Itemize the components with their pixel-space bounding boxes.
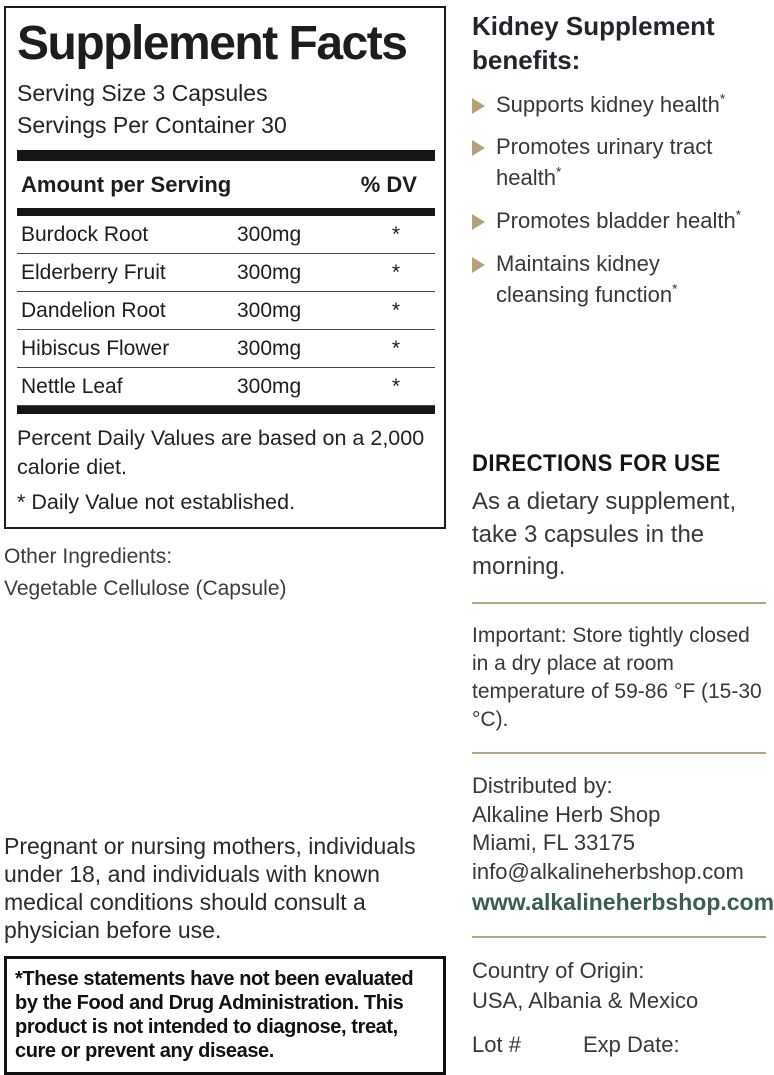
divider <box>472 936 766 938</box>
fda-disclaimer-line: cure or prevent any disease. <box>15 1040 274 1063</box>
ingredient-dv: * <box>391 299 401 323</box>
distributor-website: www.alkalineherbshop.com <box>472 889 774 916</box>
ingredient-name: Hibiscus Flower <box>21 337 170 361</box>
benefits-list <box>472 90 766 311</box>
asterisk-superscript: * <box>555 164 562 180</box>
serving-size: Serving Size 3 Capsules <box>17 80 268 106</box>
table-row <box>17 216 435 254</box>
ingredient-dv: * <box>391 375 401 399</box>
ingredient-name: Elderberry Fruit <box>21 261 166 285</box>
ingredient-amount: 300mg <box>237 375 302 399</box>
other-ingredients-label: Other Ingredients: <box>4 545 173 569</box>
serving-info <box>17 78 435 141</box>
ingredient-amount: 300mg <box>237 337 302 361</box>
ingredient-name: Nettle Leaf <box>21 375 123 399</box>
triangle-bullet-icon <box>472 98 485 114</box>
list-item <box>472 132 766 194</box>
facts-title: Supplement Facts <box>17 17 407 70</box>
amount-header: Amount per Serving <box>21 172 232 198</box>
lot-number-label: Lot # <box>472 1031 521 1057</box>
ingredient-amount: 300mg <box>237 261 302 285</box>
divider-bar <box>17 406 435 414</box>
table-row <box>17 254 435 292</box>
ingredient-name: Burdock Root <box>21 223 149 247</box>
ingredient-name: Dandelion Root <box>21 299 166 323</box>
storage-instructions: Important: Store tightly closed in a dry place at room temperature of 59-86 °F (15-30 °C). <box>472 623 762 731</box>
divider <box>472 752 766 754</box>
benefits-heading: Kidney Supplement benefits: <box>472 11 715 75</box>
asterisk-superscript: * <box>719 91 726 107</box>
other-ingredients <box>4 541 446 604</box>
triangle-bullet-icon <box>472 257 485 273</box>
origin-value: USA, Albania & Mexico <box>472 988 699 1013</box>
list-item <box>472 249 766 311</box>
distributor-label: Distributed by: <box>472 773 613 799</box>
benefit-text: Promotes bladder health* <box>496 207 742 233</box>
distributor-email: info@alkalineherbshop.com <box>472 858 744 884</box>
directions-body: As a dietary supplement, take 3 capsules in the morning. <box>472 488 737 581</box>
facts-table-header <box>17 161 435 208</box>
ingredient-amount: 300mg <box>237 223 302 247</box>
fda-disclaimer-line: by the Food and Drug Administration. This <box>15 992 404 1015</box>
fda-disclaimer-line: product is not intended to diagnose, treat, <box>15 1016 398 1039</box>
table-row <box>17 330 435 368</box>
ingredient-dv: * <box>391 337 401 361</box>
benefit-text: Supports kidney health* <box>496 91 726 117</box>
asterisk-superscript: * <box>672 281 678 297</box>
right-column <box>472 10 774 1058</box>
fda-disclaimer-box <box>4 956 446 1075</box>
left-column <box>4 6 446 1075</box>
origin-label: Country of Origin: <box>472 958 645 984</box>
supplement-facts-panel <box>4 6 446 529</box>
dv-not-established-footnote: * Daily Value not established. <box>17 490 296 515</box>
ingredient-amount: 300mg <box>237 299 302 323</box>
daily-value-footnote: Percent Daily Values are based on a 2,000 calorie diet. <box>17 426 425 479</box>
asterisk-superscript: * <box>735 207 742 223</box>
divider <box>472 602 766 604</box>
table-row <box>17 368 435 406</box>
fda-disclaimer-line: *These statements have not been evaluated <box>15 968 414 991</box>
distributor-block <box>472 772 774 918</box>
distributor-name: Alkaline Herb Shop <box>472 801 661 827</box>
benefit-text: Maintains kidney cleansing function* <box>496 250 678 307</box>
ingredient-dv: * <box>391 261 401 285</box>
lot-exp-row <box>472 1032 766 1058</box>
triangle-bullet-icon <box>472 140 485 156</box>
dv-header: % DV <box>360 172 417 198</box>
list-item <box>472 90 766 121</box>
triangle-bullet-icon <box>472 214 485 230</box>
other-ingredients-value: Vegetable Cellulose (Capsule) <box>4 576 287 600</box>
divider-bar <box>17 150 435 161</box>
benefit-text: Promotes urinary tract health* <box>496 134 713 191</box>
divider-bar <box>17 208 435 216</box>
exp-date-label: Exp Date: <box>583 1031 680 1057</box>
list-item <box>472 206 766 237</box>
directions-heading: DIRECTIONS FOR USE <box>472 450 721 478</box>
ingredient-dv: * <box>391 223 401 247</box>
distributor-address: Miami, FL 33175 <box>472 830 636 856</box>
caution-text: Pregnant or nursing mothers, individuals under 18, and individuals with known medical conditions should consult a physician before use. <box>4 833 416 944</box>
table-row <box>17 292 435 330</box>
country-of-origin-block <box>472 956 766 1015</box>
servings-per-container: Servings Per Container 30 <box>17 111 287 138</box>
